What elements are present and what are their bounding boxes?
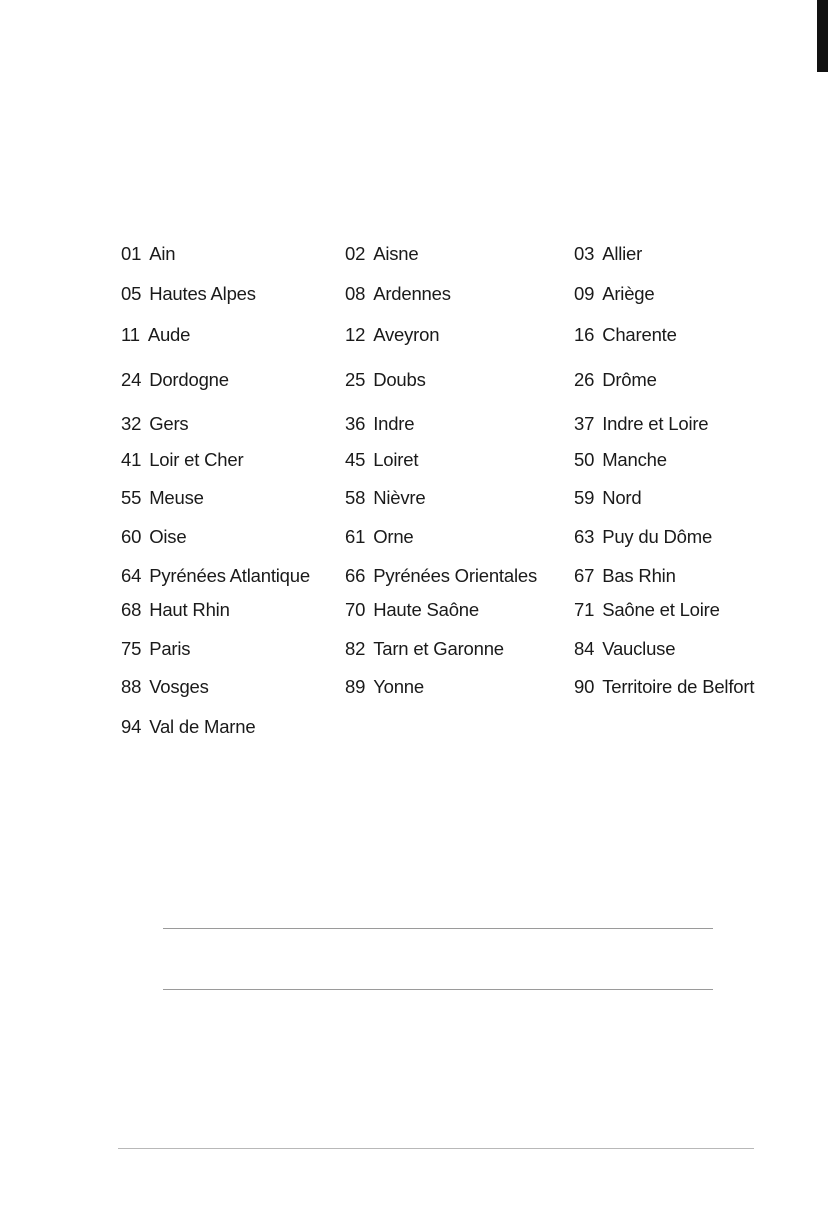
department-name: Hautes Alpes — [149, 283, 256, 304]
department-item — [345, 324, 439, 346]
divider-rule-top — [163, 928, 713, 929]
department-code: 26 — [574, 369, 595, 390]
department-name: Ariège — [602, 283, 655, 304]
department-name: Aveyron — [373, 324, 440, 345]
department-item — [121, 243, 175, 265]
department-name: Territoire de Belfort — [602, 676, 755, 697]
department-name: Drôme — [602, 369, 657, 390]
department-code: 68 — [121, 599, 142, 620]
department-code: 25 — [345, 369, 366, 390]
department-name: Ardennes — [373, 283, 451, 304]
department-name: Haute Saône — [373, 599, 479, 620]
department-name: Gers — [149, 413, 189, 434]
department-name: Nord — [602, 487, 642, 508]
department-code: 84 — [574, 638, 595, 659]
department-name: Saône et Loire — [602, 599, 720, 620]
department-code: 41 — [121, 449, 142, 470]
department-item — [345, 599, 479, 621]
department-name: Loiret — [373, 449, 419, 470]
department-code: 59 — [574, 487, 595, 508]
department-item — [574, 599, 720, 621]
department-item — [121, 324, 190, 346]
department-name: Pyrénées Atlantique — [149, 565, 310, 586]
department-code: 08 — [345, 283, 366, 304]
department-name: Doubs — [373, 369, 426, 390]
department-item — [574, 487, 642, 509]
department-name: Aisne — [373, 243, 419, 264]
department-item — [121, 369, 229, 391]
department-name: Vaucluse — [602, 638, 676, 659]
department-item — [345, 565, 537, 587]
department-item — [121, 283, 256, 305]
department-name: Tarn et Garonne — [373, 638, 504, 659]
department-name: Ain — [149, 243, 176, 264]
department-item — [345, 413, 414, 435]
department-code: 12 — [345, 324, 366, 345]
department-code: 45 — [345, 449, 366, 470]
department-code: 24 — [121, 369, 142, 390]
department-item — [574, 324, 677, 346]
department-code: 60 — [121, 526, 142, 547]
department-code: 05 — [121, 283, 142, 304]
department-item — [121, 599, 230, 621]
department-item — [121, 526, 186, 548]
department-item — [574, 638, 675, 660]
department-item — [345, 526, 414, 548]
department-item — [574, 565, 676, 587]
department-item — [121, 449, 243, 471]
department-item — [574, 526, 712, 548]
department-name: Indre — [373, 413, 415, 434]
department-item — [574, 449, 667, 471]
department-name: Dordogne — [149, 369, 229, 390]
department-code: 66 — [345, 565, 366, 586]
department-item — [345, 369, 426, 391]
department-item — [121, 413, 188, 435]
department-code: 03 — [574, 243, 595, 264]
department-name: Meuse — [149, 487, 204, 508]
department-code: 01 — [121, 243, 142, 264]
footer-rule — [118, 1148, 754, 1149]
department-code: 94 — [121, 716, 142, 737]
department-code: 09 — [574, 283, 595, 304]
department-code: 70 — [345, 599, 366, 620]
department-code: 50 — [574, 449, 595, 470]
department-code: 02 — [345, 243, 366, 264]
department-name: Orne — [373, 526, 414, 547]
department-item — [574, 676, 754, 698]
department-item — [121, 676, 209, 698]
department-code: 71 — [574, 599, 595, 620]
department-item — [121, 716, 255, 738]
department-item — [121, 487, 204, 509]
department-code: 16 — [574, 324, 595, 345]
department-item — [345, 676, 424, 698]
department-item — [121, 638, 190, 660]
department-item — [345, 487, 425, 509]
department-item — [121, 565, 310, 587]
department-code: 90 — [574, 676, 595, 697]
department-code: 63 — [574, 526, 595, 547]
department-item — [574, 413, 708, 435]
department-code: 55 — [121, 487, 142, 508]
department-name: Manche — [602, 449, 667, 470]
department-code: 58 — [345, 487, 366, 508]
department-name: Haut Rhin — [149, 599, 230, 620]
department-name: Loir et Cher — [149, 449, 244, 470]
department-code: 32 — [121, 413, 142, 434]
department-item — [574, 243, 642, 265]
department-code: 75 — [121, 638, 142, 659]
department-code: 82 — [345, 638, 366, 659]
department-name: Yonne — [373, 676, 424, 697]
department-item — [345, 449, 418, 471]
department-name: Pyrénées Orientales — [373, 565, 537, 586]
department-code: 88 — [121, 676, 142, 697]
department-item — [345, 283, 451, 305]
department-item — [574, 283, 654, 305]
department-item — [345, 243, 418, 265]
department-code: 61 — [345, 526, 366, 547]
department-name: Paris — [149, 638, 191, 659]
department-item — [345, 638, 504, 660]
department-code: 11 — [121, 324, 140, 345]
department-code: 37 — [574, 413, 595, 434]
department-code: 89 — [345, 676, 366, 697]
department-name: Charente — [602, 324, 677, 345]
department-name: Puy du Dôme — [602, 526, 713, 547]
department-name: Bas Rhin — [602, 565, 676, 586]
department-code: 64 — [121, 565, 142, 586]
department-code: 36 — [345, 413, 366, 434]
department-code: 67 — [574, 565, 595, 586]
department-name: Oise — [149, 526, 187, 547]
department-item — [574, 369, 657, 391]
department-name: Indre et Loire — [602, 413, 709, 434]
department-name: Allier — [602, 243, 643, 264]
department-name: Val de Marne — [149, 716, 256, 737]
department-name: Vosges — [149, 676, 209, 697]
department-name: Nièvre — [373, 487, 426, 508]
department-name: Aude — [147, 324, 191, 345]
divider-rule-bottom — [163, 989, 713, 990]
